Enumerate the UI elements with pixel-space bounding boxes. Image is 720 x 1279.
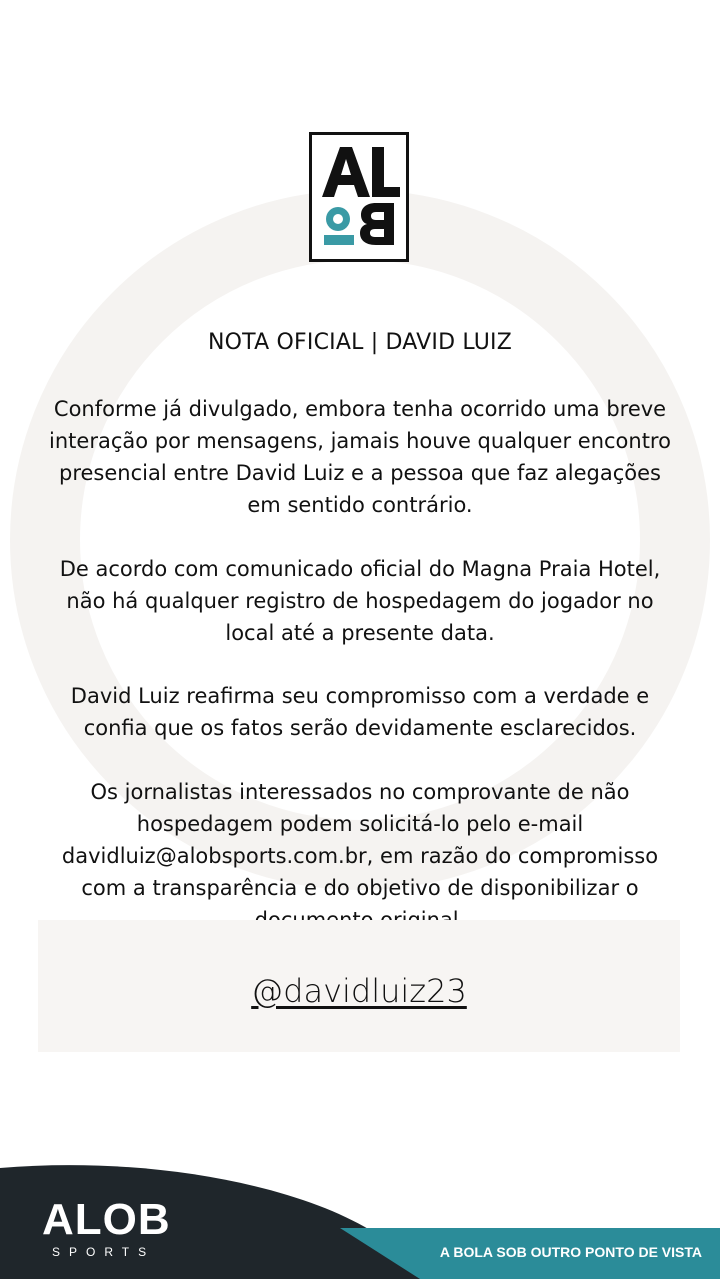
- statement-paragraph-1: Conforme já divulgado, embora tenha ocorrido uma breve interação por mensagens, jamais houve qualquer encontro presencial entre David Luiz e a pessoa que faz alegações em sentido contrário.: [49, 397, 671, 517]
- footer-brand-logo: [42, 1195, 182, 1260]
- statement-paragraph-3: David Luiz reafirma seu compromisso com a verdade e confia que os fatos serão devidamente esclarecidos.: [70, 684, 650, 740]
- footer-slogan: A BOLA SOB OUTRO PONTO DE VISTA: [439, 1244, 702, 1260]
- statement-title: NOTA OFICIAL | DAVID LUIZ: [207, 330, 513, 355]
- instagram-handle-link[interactable]: @davidluiz23: [251, 972, 467, 1010]
- statement-paragraph-4: Os jornalistas interessados no comprovante de não hospedagem podem solicitá-lo pelo e-mail davidluiz@alobsports.com.br, em razão do compromisso com a transparência e do objetivo de disponibilizar o: [61, 780, 659, 900]
- handle-panel: [38, 920, 680, 1052]
- footer-brand-name: ALOB: [42, 1195, 171, 1244]
- footer-brand-sub: SPORTS: [52, 1245, 156, 1259]
- alob-logo: [309, 132, 409, 262]
- alob-logo-mark: [312, 135, 406, 259]
- statement-paragraph-2: De acordo com comunicado oficial do Magna Praia Hotel, não há qualquer registro de hospedagem do jogador no local até a presente data.: [59, 557, 661, 645]
